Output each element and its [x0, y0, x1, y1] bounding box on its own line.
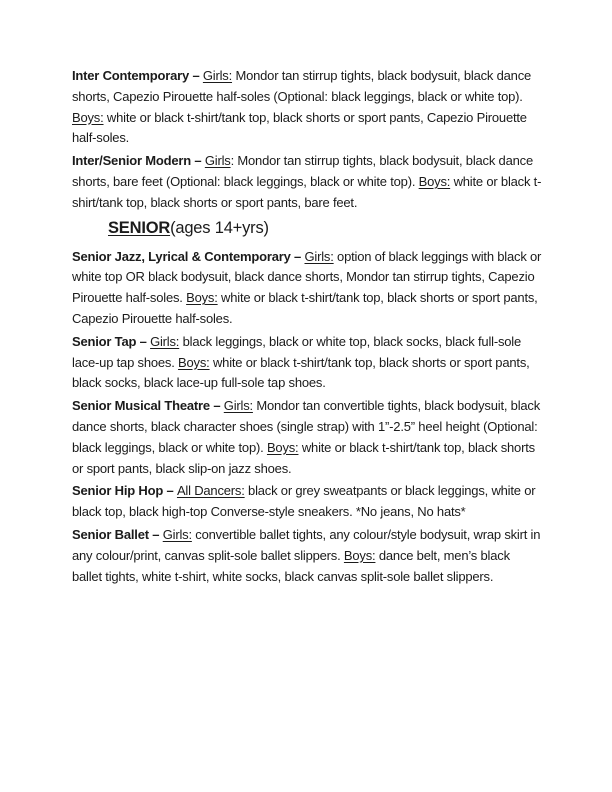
text-run: Girls:: [162, 526, 192, 542]
text-run: (ages 14+yrs): [170, 218, 269, 237]
document-body: [72, 66, 542, 587]
text-run: Inter/Senior Modern –: [72, 153, 205, 169]
text-run: Senior Ballet –: [72, 526, 163, 542]
para-senior-tap: [72, 332, 542, 394]
text-run: Boys:: [186, 290, 218, 306]
para-senior-musical-theatre: [72, 396, 542, 479]
para-inter-contemporary: [72, 66, 542, 149]
text-run: black leggings, black or white top, black socks, black full-sole lace-up tap shoes.: [72, 333, 521, 370]
text-run: Girls:: [150, 333, 180, 349]
text-run: Senior Musical Theatre –: [72, 398, 224, 414]
text-run: white or black t-shirt/tank top, black shorts or sport pants, black slip-on jazz shoes.: [72, 439, 535, 476]
text-run: Inter Contemporary –: [72, 68, 203, 83]
text-run: white or black t-shirt/tank top, black shorts or sport pants, bare feet.: [72, 173, 542, 210]
text-run: white or black t-shirt/tank top, black shorts or sport pants, Capezio Pirouette half-soles.: [72, 109, 527, 146]
text-run: Boys:: [178, 354, 210, 370]
para-senior-jazz-lyrical-contemporary: [72, 247, 542, 330]
text-run: Senior Hip Hop –: [72, 483, 177, 499]
text-run: convertible ballet tights, any colour/style bodysuit, wrap skirt in any colour/print, canvas split-sole ballet slippers.: [72, 526, 541, 563]
text-run: black or grey sweatpants or black leggings, white or black top, black high-top Converse-style sneakers. *No jeans, No hats*: [72, 483, 536, 520]
text-run: white or black t-shirt/tank top, black shorts or sport pants, black socks, black lace-up full-sole tap shoes.: [72, 354, 530, 391]
text-run: All Dancers:: [176, 483, 245, 499]
text-run: Boys:: [343, 547, 376, 563]
text-run: Boys:: [266, 439, 299, 455]
text-run: Boys:: [418, 173, 451, 189]
text-run: Boys:: [72, 109, 104, 125]
text-run: Mondor tan stirrup tights, black bodysuit, black dance shorts, Capezio Pirouette half-soles (Optional: black leggings, black or white top).: [72, 68, 532, 104]
para-senior-ballet: [72, 525, 542, 587]
text-run: Girls: [204, 153, 231, 169]
text-run: Mondor tan convertible tights, black bodysuit, black dance shorts, black character shoes (single strap) with 1”-2.5” heel height (Optional: black leggings, black or white top).: [72, 398, 541, 455]
text-run: Senior Jazz, Lyrical & Contemporary –: [72, 248, 305, 264]
text-run: dance belt, men’s black ballet tights, white t-shirt, white socks, black canvas split-sole ballet slippers.: [72, 547, 510, 584]
text-run: Senior Tap –: [72, 333, 151, 349]
text-run: Girls:: [202, 68, 233, 83]
text-run: option of black leggings with black or white top OR black bodysuit, black dance shorts, Mondor tan stirrup tights, Capezio Pirouette half-soles.: [72, 248, 542, 306]
para-senior-hip-hop: [72, 481, 542, 523]
text-run: Girls:: [304, 248, 334, 264]
text-run: Girls:: [223, 398, 253, 414]
heading-senior-section: [72, 216, 542, 241]
text-run: white or black t-shirt/tank top, black shorts or sport pants, Capezio Pirouette half-soles.: [72, 290, 538, 326]
text-run: : Mondor tan stirrup tights, black bodysuit, black dance shorts, bare feet (Optional: black leggings, black or white top).: [72, 153, 533, 189]
para-inter-senior-modern: [72, 151, 542, 213]
text-run: SENIOR: [108, 218, 171, 237]
